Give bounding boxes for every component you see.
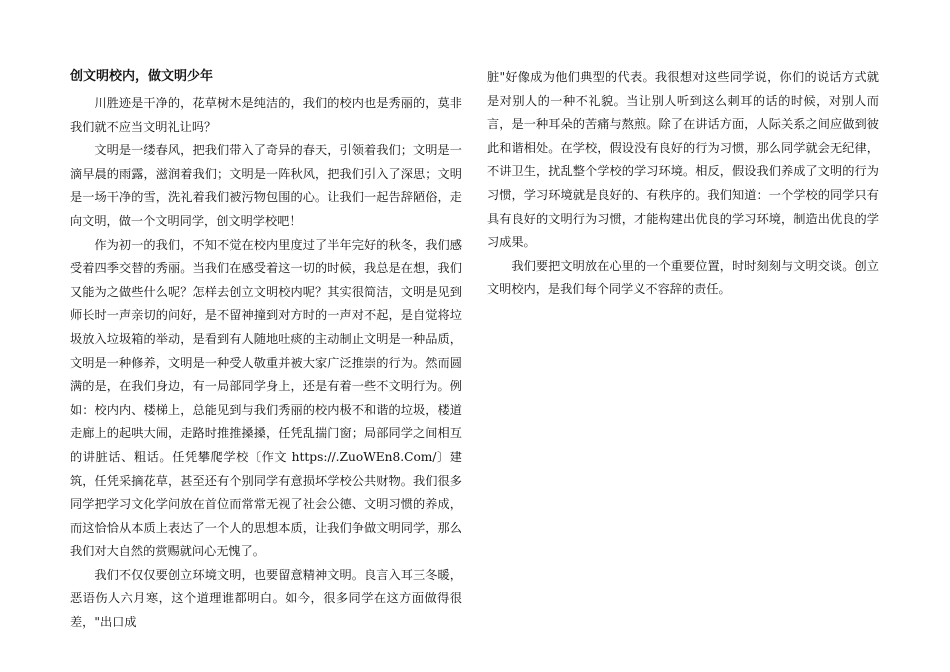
paragraph: 川胜迹是干净的，花草树木是纯洁的，我们的校内也是秀丽的，莫非我们就不应当文明礼让吗？	[70, 96, 462, 134]
paragraph: 我们不仅仅要创立环境文明，也要留意精神文明。良言入耳三冬暖，恶语伤人六月寒，这个道理谁都明白。如今，很多同学在这方面做得很差，"出口成	[70, 567, 462, 630]
paragraph-continued: 脏"好像成为他们典型的代表。我很想对这些同学说，你们的说话方式就是对别人的一种不礼貌。当让别人听到这么刺耳的话的时候，对别人而言，是一种耳朵的苦痛与熬煎。除了在讲话方面，人际关系之间应做到彼此和谐相处。在学校，假设没有良好的行为习惯，那么同学就会无纪律，不讲卫生，扰乱整个学校的学习环境。相反，假设我们养成了文明的行为习惯，学习环境就是良好的、有秩序的。我们知道：一个学校的同学只有具有良好的文明行为习惯，才能构建出优良的学习环境，制造出优良的学习成果。	[487, 70, 879, 250]
document-title: 创文明校内，做文明少年	[70, 69, 214, 84]
right-column	[487, 66, 879, 302]
left-column	[70, 66, 462, 635]
paragraph: 文明是一缕春风，把我们带入了奇异的春天，引领着我们；文明是一滴早晨的雨露，滋润着我们；文明是一阵秋风，把我们引入了深思；文明是一场干净的雪，洗礼着我们被污物包围的心。让我们一起告辞陋俗，走向文明，做一个文明同学，创文明学校吧！	[70, 143, 462, 228]
paragraph: 作为初一的我们，不知不觉在校内里度过了半年完好的秋冬，我们感受着四季交替的秀丽。当我们在感受着这一切的时候，我总是在想，我们又能为之做些什么呢？怎样去创立文明校内呢？其实很简洁，文明是见到师长时一声亲切的问好，是不留神撞到对方时的一声对不起，是自觉将垃圾放入垃圾箱的举动，是看到有人随地吐痰的主动制止文明是一种品质，文明是一种修养，文明是一种受人敬重并被大家广泛推崇的行为。然而圆满的是，在我们身边，有一局部同学身上，还是有着一些不文明行为。例如：校内内、楼梯上，总能见到与我们秀丽的校内极不和谐的垃圾，楼道走廊上的起哄大闹，走路时推推搡搡，任凭乱揣门窗；局部同学之间相互的讲脏话、粗话。任凭攀爬学校〔作文 https://.ZuoWEn8.Com/〕建筑，任凭采摘花草，甚至还有个别同学有意损坏学校公共财物。我们很多同学把学习文化学问放在首位而常常无视了社会公德、文明习惯的养成，而这恰恰从本质上表达了一个人的思想本质，让我们争做文明同学，那么我们对大自然的赏赐就问心无愧了。	[70, 237, 462, 559]
paragraph: 我们要把文明放在心里的一个重要位置，时时刻刻与文明交谈。创立文明校内，是我们每个同学义不容辞的责任。	[487, 258, 879, 297]
